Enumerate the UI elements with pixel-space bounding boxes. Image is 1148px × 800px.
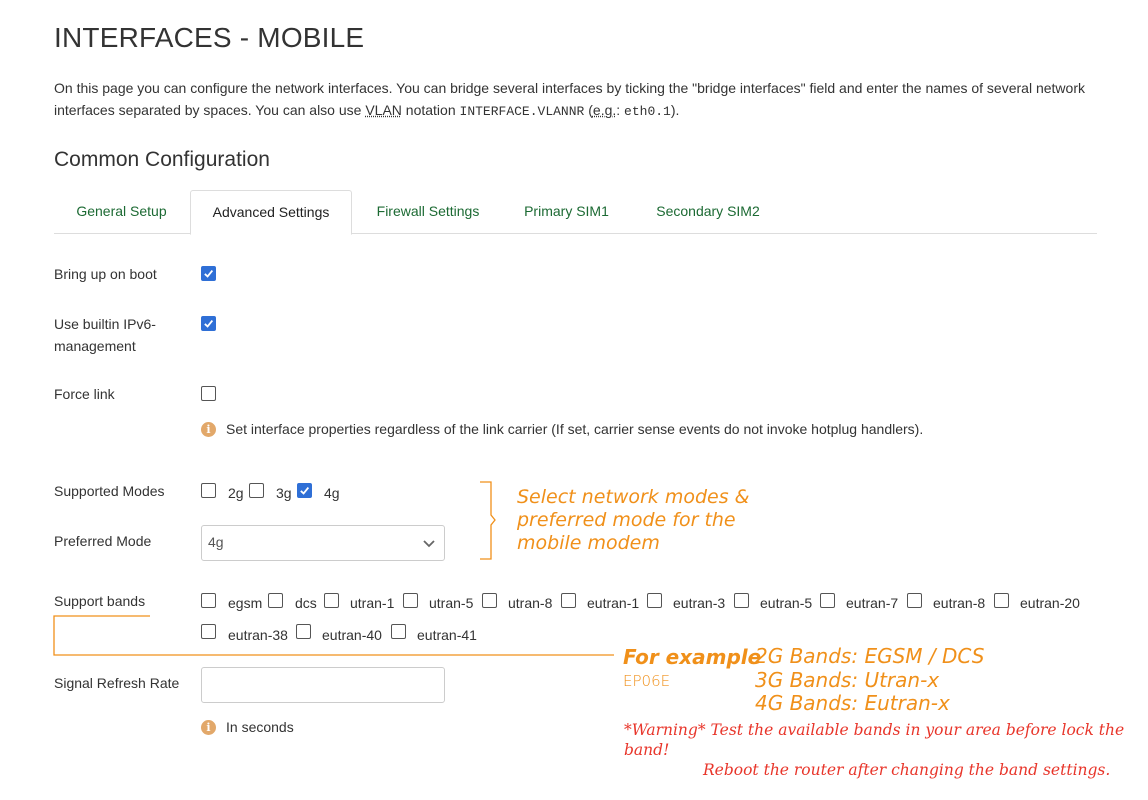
mode-4g-label: 4g — [324, 485, 340, 501]
band-eutran-8-checkbox[interactable] — [907, 593, 922, 608]
modes-annotation-line2: preferred mode for the — [517, 509, 736, 531]
band-eutran-7-label: eutran-7 — [846, 595, 899, 611]
tab-general-setup[interactable]: General Setup — [76, 203, 167, 219]
code-eth0: eth0.1 — [624, 104, 671, 119]
band-eutran-1-label: eutran-1 — [587, 595, 640, 611]
band-egsm-checkbox[interactable] — [201, 593, 216, 608]
band-utran-1-label: utran-1 — [350, 595, 395, 611]
tab-secondary-sim2[interactable]: Secondary SIM2 — [656, 203, 760, 219]
description-text: ( — [584, 102, 593, 118]
force-link-hint — [201, 421, 923, 437]
mode-2g-label: 2g — [228, 485, 244, 501]
tab-advanced-settings[interactable]: Advanced Settings — [190, 190, 352, 235]
check-icon — [299, 485, 310, 496]
band-dcs-label: dcs — [295, 595, 317, 611]
force-link-label: Force link — [54, 386, 115, 402]
tab-bar — [54, 190, 1097, 234]
band-utran-8-label: utran-8 — [508, 595, 553, 611]
band-utran-1-checkbox[interactable] — [324, 593, 339, 608]
modes-annotation-line3: mobile modem — [517, 532, 660, 554]
band-eutran-1-checkbox[interactable] — [561, 593, 576, 608]
band-eutran-5-label: eutran-5 — [760, 595, 813, 611]
band-eutran-20-label: eutran-20 — [1020, 595, 1080, 611]
for-example-label: For example — [623, 645, 762, 669]
band-utran-5-label: utran-5 — [429, 595, 474, 611]
band-eutran-38-label: eutran-38 — [228, 627, 288, 643]
signal-refresh-hint-text: In seconds — [226, 719, 294, 735]
page-title: INTERFACES - MOBILE — [54, 22, 365, 53]
warning-line1: *Warning* Test the available bands in your area before lock the band! — [624, 721, 1125, 759]
description-text: : — [616, 102, 625, 118]
force-link-hint-text: Set interface properties regardless of the link carrier (If set, carrier sense events do not invoke hotplug handlers). — [226, 421, 924, 437]
eg-abbr: e.g. — [592, 102, 617, 118]
band-eutran-41-label: eutran-41 — [417, 627, 477, 643]
page-description — [54, 77, 1114, 123]
code-interface-vlannr: INTERFACE.VLANNR — [459, 104, 585, 119]
description-text: ). — [670, 102, 680, 118]
tab-primary-sim1[interactable]: Primary SIM1 — [524, 203, 609, 219]
info-icon: i — [201, 422, 216, 437]
description-text: On this page you can configure the network interfaces. You can bridge several interfaces by ticking the "bridge interfaces" field and enter the names of several network interfaces separated by spaces. You can also use — [54, 80, 1085, 118]
vlan-abbr: VLAN — [365, 102, 402, 118]
signal-refresh-rate-input[interactable] — [201, 667, 445, 703]
band-eutran-3-checkbox[interactable] — [647, 593, 662, 608]
preferred-mode-select[interactable] — [201, 525, 445, 561]
signal-refresh-rate-label: Signal Refresh Rate — [54, 675, 180, 691]
mode-2g-checkbox[interactable] — [201, 483, 216, 498]
info-icon: i — [201, 720, 216, 735]
force-link-checkbox[interactable] — [201, 386, 216, 401]
signal-refresh-hint — [201, 719, 294, 735]
band-eutran-7-checkbox[interactable] — [820, 593, 835, 608]
band-egsm-label: egsm — [228, 595, 263, 611]
band-2g-example: 2G Bands: EGSM / DCS — [755, 644, 985, 668]
mode-3g-label: 3g — [276, 485, 292, 501]
band-3g-example: 3G Bands: Utran-x — [755, 667, 940, 692]
warning-note — [624, 720, 1148, 780]
check-icon — [203, 318, 214, 329]
band-eutran-8-label: eutran-8 — [933, 595, 986, 611]
band-eutran-3-label: eutran-3 — [673, 595, 726, 611]
ipv6-management-checkbox[interactable] — [201, 316, 216, 331]
ipv6-label-line2: management — [54, 338, 136, 354]
mode-3g-checkbox[interactable] — [249, 483, 264, 498]
modes-bracket-icon — [478, 481, 498, 561]
band-dcs-checkbox[interactable] — [268, 593, 283, 608]
bands-example — [755, 645, 984, 716]
ipv6-management-label — [54, 313, 156, 357]
tab-firewall-settings[interactable]: Firewall Settings — [376, 203, 480, 219]
modes-annotation-line1: Select network modes & — [517, 486, 750, 508]
description-text: notation — [401, 102, 460, 118]
chevron-down-icon — [422, 536, 436, 550]
band-utran-5-checkbox[interactable] — [403, 593, 418, 608]
warning-line2: Reboot the router after changing the band settings. — [703, 761, 1111, 779]
bring-up-on-boot-checkbox[interactable] — [201, 266, 216, 281]
ipv6-label-line1: Use builtin IPv6- — [54, 316, 156, 332]
preferred-mode-value: 4g — [208, 534, 224, 550]
band-eutran-40-label: eutran-40 — [322, 627, 382, 643]
band-4g-example: 4G Bands: Eutran-x — [755, 691, 950, 715]
bring-up-on-boot-label: Bring up on boot — [54, 266, 157, 282]
support-bands-label: Support bands — [54, 593, 146, 609]
model-label: EP06E — [623, 672, 671, 690]
band-eutran-5-checkbox[interactable] — [734, 593, 749, 608]
band-eutran-20-checkbox[interactable] — [994, 593, 1009, 608]
check-icon — [203, 268, 214, 279]
band-utran-8-checkbox[interactable] — [482, 593, 497, 608]
section-title: Common Configuration — [54, 148, 270, 171]
mode-4g-checkbox[interactable] — [297, 483, 312, 498]
bands-connector-icon — [52, 612, 617, 658]
modes-annotation — [517, 486, 750, 555]
preferred-mode-label: Preferred Mode — [54, 533, 152, 549]
supported-modes-label: Supported Modes — [54, 483, 165, 499]
